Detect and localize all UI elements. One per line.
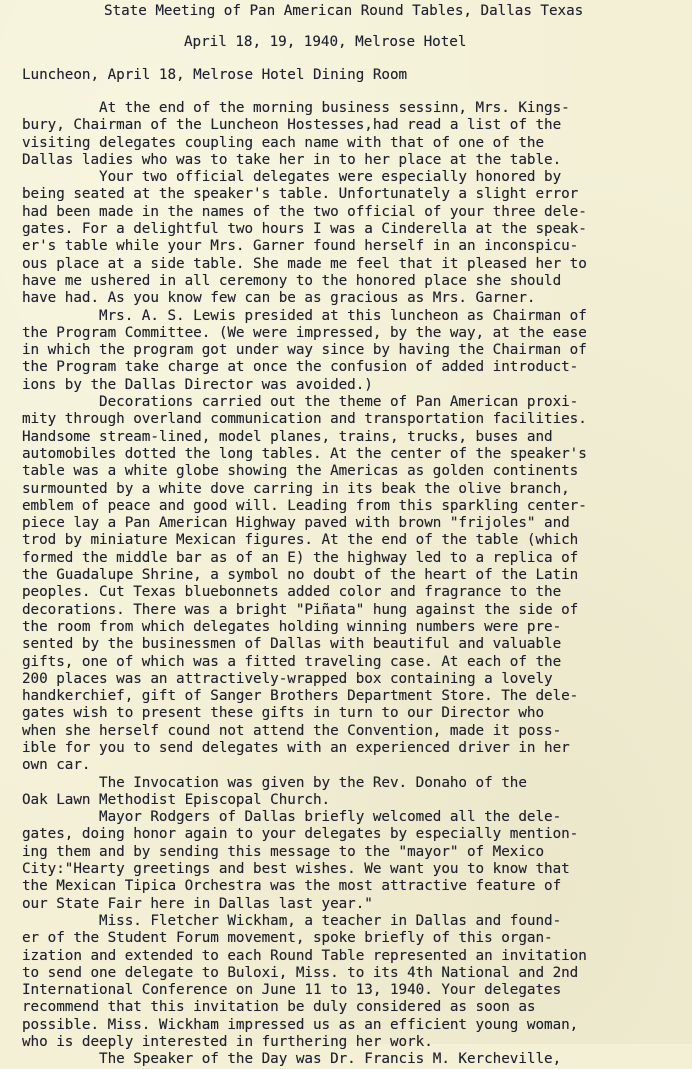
body-line: handkerchief, gift of Sanger Brothers Department Store. The dele- — [22, 688, 579, 705]
body-line: piece lay a Pan American Highway paved with brown "frijoles" and — [22, 515, 570, 532]
body-line: The Speaker of the Day was Dr. Francis M. Kercheville, — [22, 1051, 562, 1068]
body-line: in which the program got under way since by having the Chairman of — [22, 342, 587, 359]
body-line: gifts, one of which was a fitted traveling case. At each of the — [22, 653, 562, 670]
body-line: sented by the businessmen of Dallas with beautiful and valuable — [22, 636, 562, 653]
body-line: International Conference on June 11 to 13, 1940. Your delegates — [22, 982, 562, 999]
body-line: visiting delegates coupling each name with that of one of the — [22, 134, 545, 151]
body-line: Your two official delegates were especially honored by — [22, 169, 562, 186]
body-line: to send one delegate to Buloxi, Miss. to its 4th National and 2nd — [22, 964, 579, 981]
body-line: possible. Miss. Wickham impressed us as an efficient young woman, — [22, 1016, 579, 1033]
body-line: gates. For a delightful two hours I was a Cinderella at the speak- — [22, 221, 587, 238]
body-line: have had. As you know few can be as gracious as Mrs. Garner. — [22, 290, 536, 307]
body-line: the room from which delegates holding winning numbers were pre- — [22, 618, 562, 635]
body-line: City:"Hearty greetings and best wishes. We want you to know that — [22, 861, 570, 878]
letter-body — [22, 100, 587, 1069]
body-line: ions by the Dallas Director was avoided.) — [22, 376, 373, 393]
body-line: Mayor Rodgers of Dallas briefly welcomed all the dele- — [22, 809, 562, 826]
body-line: being seated at the speaker's table. Unfortunately a slight error — [22, 186, 579, 203]
body-line: er of the Student Forum movement, spoke briefly of this organ- — [22, 930, 553, 947]
body-line: the Program take charge at once the confusion of added introduct- — [22, 359, 579, 376]
document-title: State Meeting of Pan American Round Tables, Dallas Texas — [104, 3, 584, 19]
body-line: bury, Chairman of the Luncheon Hostesses,had read a list of the — [22, 117, 562, 134]
body-line: own car. — [22, 757, 91, 774]
body-line: Dallas ladies who was to take her in to her place at the table. — [22, 151, 562, 168]
body-line: emblem of peace and good will. Leading from this sparkling center- — [22, 497, 587, 514]
body-line: recommend that this invitation be duly considered as soon as — [22, 999, 536, 1016]
body-line: when she herself cound not attend the Convention, made it poss- — [22, 722, 562, 739]
body-line: gates, doing honor again to your delegates by especially mention- — [22, 826, 579, 843]
session-heading: Luncheon, April 18, Melrose Hotel Dining Room — [22, 67, 408, 83]
body-line: who is deeply interested in furthering her work. — [22, 1034, 433, 1051]
body-line: Oak Lawn Methodist Episcopal Church. — [22, 791, 331, 808]
body-line: our State Fair here in Dallas last year." — [22, 895, 373, 912]
body-line: formed the middle bar as of an E) the highway led to a replica of — [22, 549, 579, 566]
body-line: the Program Committee. (We were impressed, by the way, at the ease — [22, 324, 587, 341]
body-line: At the end of the morning business sessinn, Mrs. Kings- — [22, 100, 570, 116]
body-line: 200 places was an attractively-wrapped box containing a lovely — [22, 670, 553, 687]
body-line: the Mexican Tipica Orchestra was the most attractive feature of — [22, 878, 562, 895]
body-line: peoples. Cut Texas bluebonnets added color and fragrance to the — [22, 584, 562, 601]
body-line: ization and extended to each Round Table represented an invitation — [22, 947, 587, 964]
body-line: ous place at a side table. She made me feel that it pleased her to — [22, 255, 587, 272]
body-line: had been made in the names of the two official of your three dele- — [22, 203, 587, 220]
body-line: Mrs. A. S. Lewis presided at this luncheon as Chairman of — [22, 307, 587, 324]
body-line: gates wish to present these gifts in turn to our Director who — [22, 705, 545, 722]
body-line: trod by miniature Mexican figures. At the end of the table (which — [22, 532, 579, 549]
body-line: ing them and by sending this message to the "mayor" of Mexico — [22, 843, 545, 860]
body-line: Miss. Fletcher Wickham, a teacher in Dallas and found- — [22, 912, 562, 929]
document-dates: April 18, 19, 1940, Melrose Hotel — [184, 34, 467, 50]
body-line: the Guadalupe Shrine, a symbol no doubt of the heart of the Latin — [22, 567, 579, 584]
body-line: er's table while your Mrs. Garner found herself in an inconspicu- — [22, 238, 579, 255]
body-line: ible for you to send delegates with an experienced driver in her — [22, 739, 570, 756]
body-line: have me ushered in all ceremony to the honored place she should — [22, 272, 562, 289]
body-line: Handsome stream-lined, model planes, trains, trucks, buses and — [22, 428, 553, 445]
body-line: automobiles dotted the long tables. At the center of the speaker's — [22, 445, 587, 462]
body-line: Decorations carried out the theme of Pan American proxi- — [22, 394, 579, 411]
body-line: The Invocation was given by the Rev. Donaho of the — [22, 774, 527, 791]
body-line: table was a white globe showing the Americas as golden continents — [22, 463, 579, 480]
body-line: mity through overland communication and transportation facilities. — [22, 411, 587, 428]
body-line: surmounted by a white dove carring in its beak the olive branch, — [22, 480, 570, 497]
body-line: decorations. There was a bright "Piñata" hung against the side of — [22, 601, 579, 618]
